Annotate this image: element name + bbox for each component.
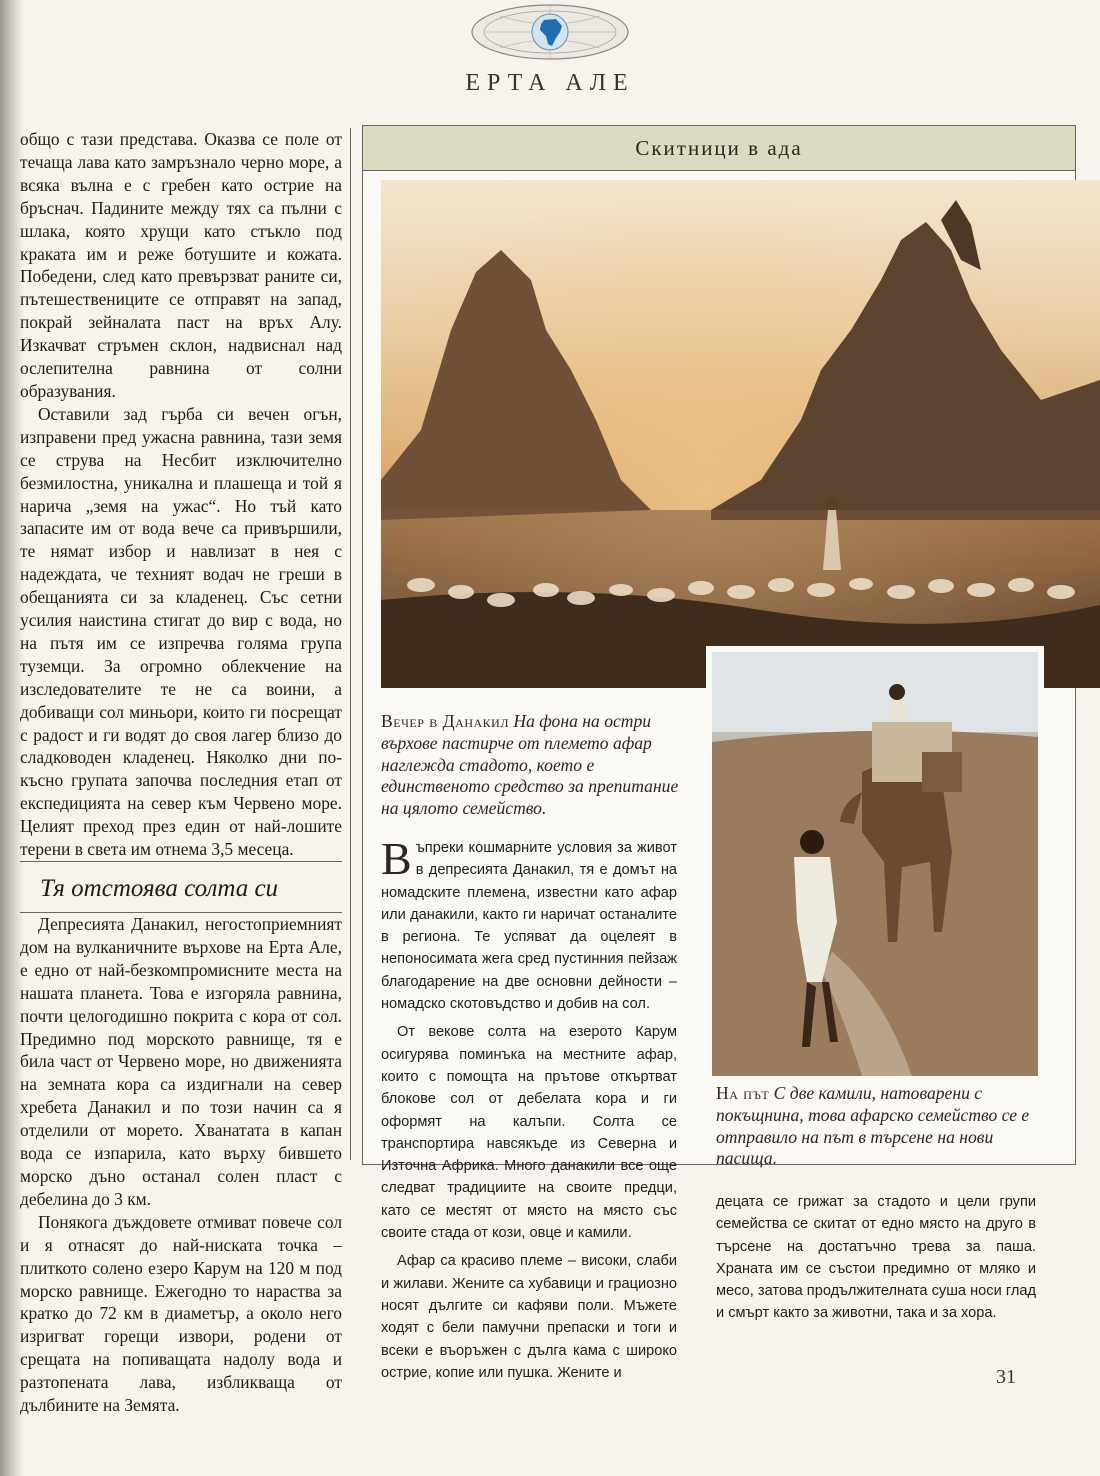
page-number: 31 [996,1366,1016,1388]
sidebar-paragraph-text: ъпреки кошмарните условия за живот в депресията Данакил, тя е домът на номадските племена, известни като афар или данакили, както ги наричат останалите в региона. Те успяват да оцелеят в непоносимата жега сред пустинния пейзаж благодарение на две основни дейности – номадско скотовъдство и добив на сол. [381,840,677,1013]
caption-lead: Вечер в Данакил [381,711,509,731]
caption-text: На фона на остри върхове пастирче от племето афар наглежда стадото, което е единственото средство за препитание на цялото семейство. [381,711,679,819]
main-article-column [20,128,342,1417]
sidebar-title: Скитници в ада [363,126,1075,171]
sidebar-paragraph: Афар са красиво племе – високи, слаби и жилави. Жените са хубавици и грациозно носят дългите си кафяви поли. Мъжете ходят с бели памучни препаски и тоги и всеки е въоръжен с дълга кама с широко острие, копие или пушка. Жените и [381,1253,677,1381]
sidebar-text-column [716,1191,1036,1331]
drop-cap: В [381,833,412,884]
photo-caption [716,1083,1036,1170]
column-divider [350,128,351,1160]
photo-danakil-evening [381,180,1100,688]
sidebar-paragraph: От векове солта на езерото Карум осигурява поминъка на местните афар, които с помощта на прътове откъртват блокове сол от дебелата кора и ги оформят на калъпи. Солта се транспортира навсякъде из Северна и Източна Африка. Много данакили все още следват традициите на своите предци, като се местят от място на място със своите стада от кози, овце и камили. [381,1024,677,1242]
sidebar-paragraph [381,833,677,1015]
article-paragraph: Депресията Данакил, негостоприемният дом на вулканичните върхове на Ерта Але, е едно от най-безкомпромисните места на нашата планета. Това е изгоряла равнина, почти целогодишно покрита с кора от сол. Предимно под морското равнище, тя е била част от Червено море, но движенията на земната кора са издигнали на север хребета Данакил и по този начин са я отделили от морето. Хванатата в капан вода се изпарила, като върху бившето морско дъно останал солен пласт с дебелина до 3 км. [20,914,342,1209]
article-paragraph: Оставили зад гърба си вечен огън, изправени пред ужасна равнина, тази земя се струва на Несбит изключително безмилостна, уникална и плашеща и той я нарича „земя на ужас“. Но тъй като запасите им от вода вече са привършили, те нямат избор и навлизат в нея с надеждата, че техният водач не греши в обещанията си за кладенец. Със сетни усилия наистина стигат до вир с вода, но на пътя им се изпречва голяма група туземци. За огромно облекчение на изследователите те не са воини, а добиващи сол миньори, които ги посрещат с радост и ги водят до своя лагер близо до сладководен кладенец. Няколко дни по-късно групата започва последния етап от експедицията на север към Червено море. Целият преход през един от най-лошите терени в света им отнема 3,5 месеца. [20,403,342,860]
sidebar-paragraph: децата се грижат за стадото и цели групи семейства се скитат от едно място на друго в търсене на достатъчно трева за паша. Храната им се състои предимно от мляко и месо, затова продължителната суша носи глад и смърт както за животни, така и за хора. [716,1194,1036,1322]
article-paragraph: общо с тази представа. Оказва се поле от течаща лава като замръзнало черно море, а всяка вълна е с гребен като острие на бръснач. Падините между тях са пълни с шлака, която хрущи като стъкло под краката им и реже ботушите и кожата. Победени, след като превързват раните си, пътешествениците се отправят на запад, покрай зейналата паст на връх Алу. Изкачват стръмен склон, надвиснал над ослепителна равнина от солни образувания. [20,129,342,401]
caption-text: С две камили, натоварени с покъщнина, това афарско семейство се е отправило на път в търсене на нови пасища. [716,1083,1030,1169]
photo-afar-family-camels [706,646,1044,1082]
article-paragraph: Понякога дъждовете отмиват повече сол и я отнасят до най-ниската точка – плиткото солено езеро Карум на 120 м под морско равнище. Ежегодно то нараства за кратко до 72 км в диаметър, а около него изригват горещи извори, родени от срещата на попиващата надолу вода и разтопената лава, избликваща от дълбините на Земята. [20,1211,342,1416]
globe-africa-icon [470,2,630,62]
caption-lead: На път [716,1083,770,1103]
photo-caption [381,711,691,820]
article-subheading: Тя отстоява солта си [20,861,342,913]
running-title: ЕРТА АЛЕ [465,70,635,96]
sidebar-text-column [381,833,677,1390]
